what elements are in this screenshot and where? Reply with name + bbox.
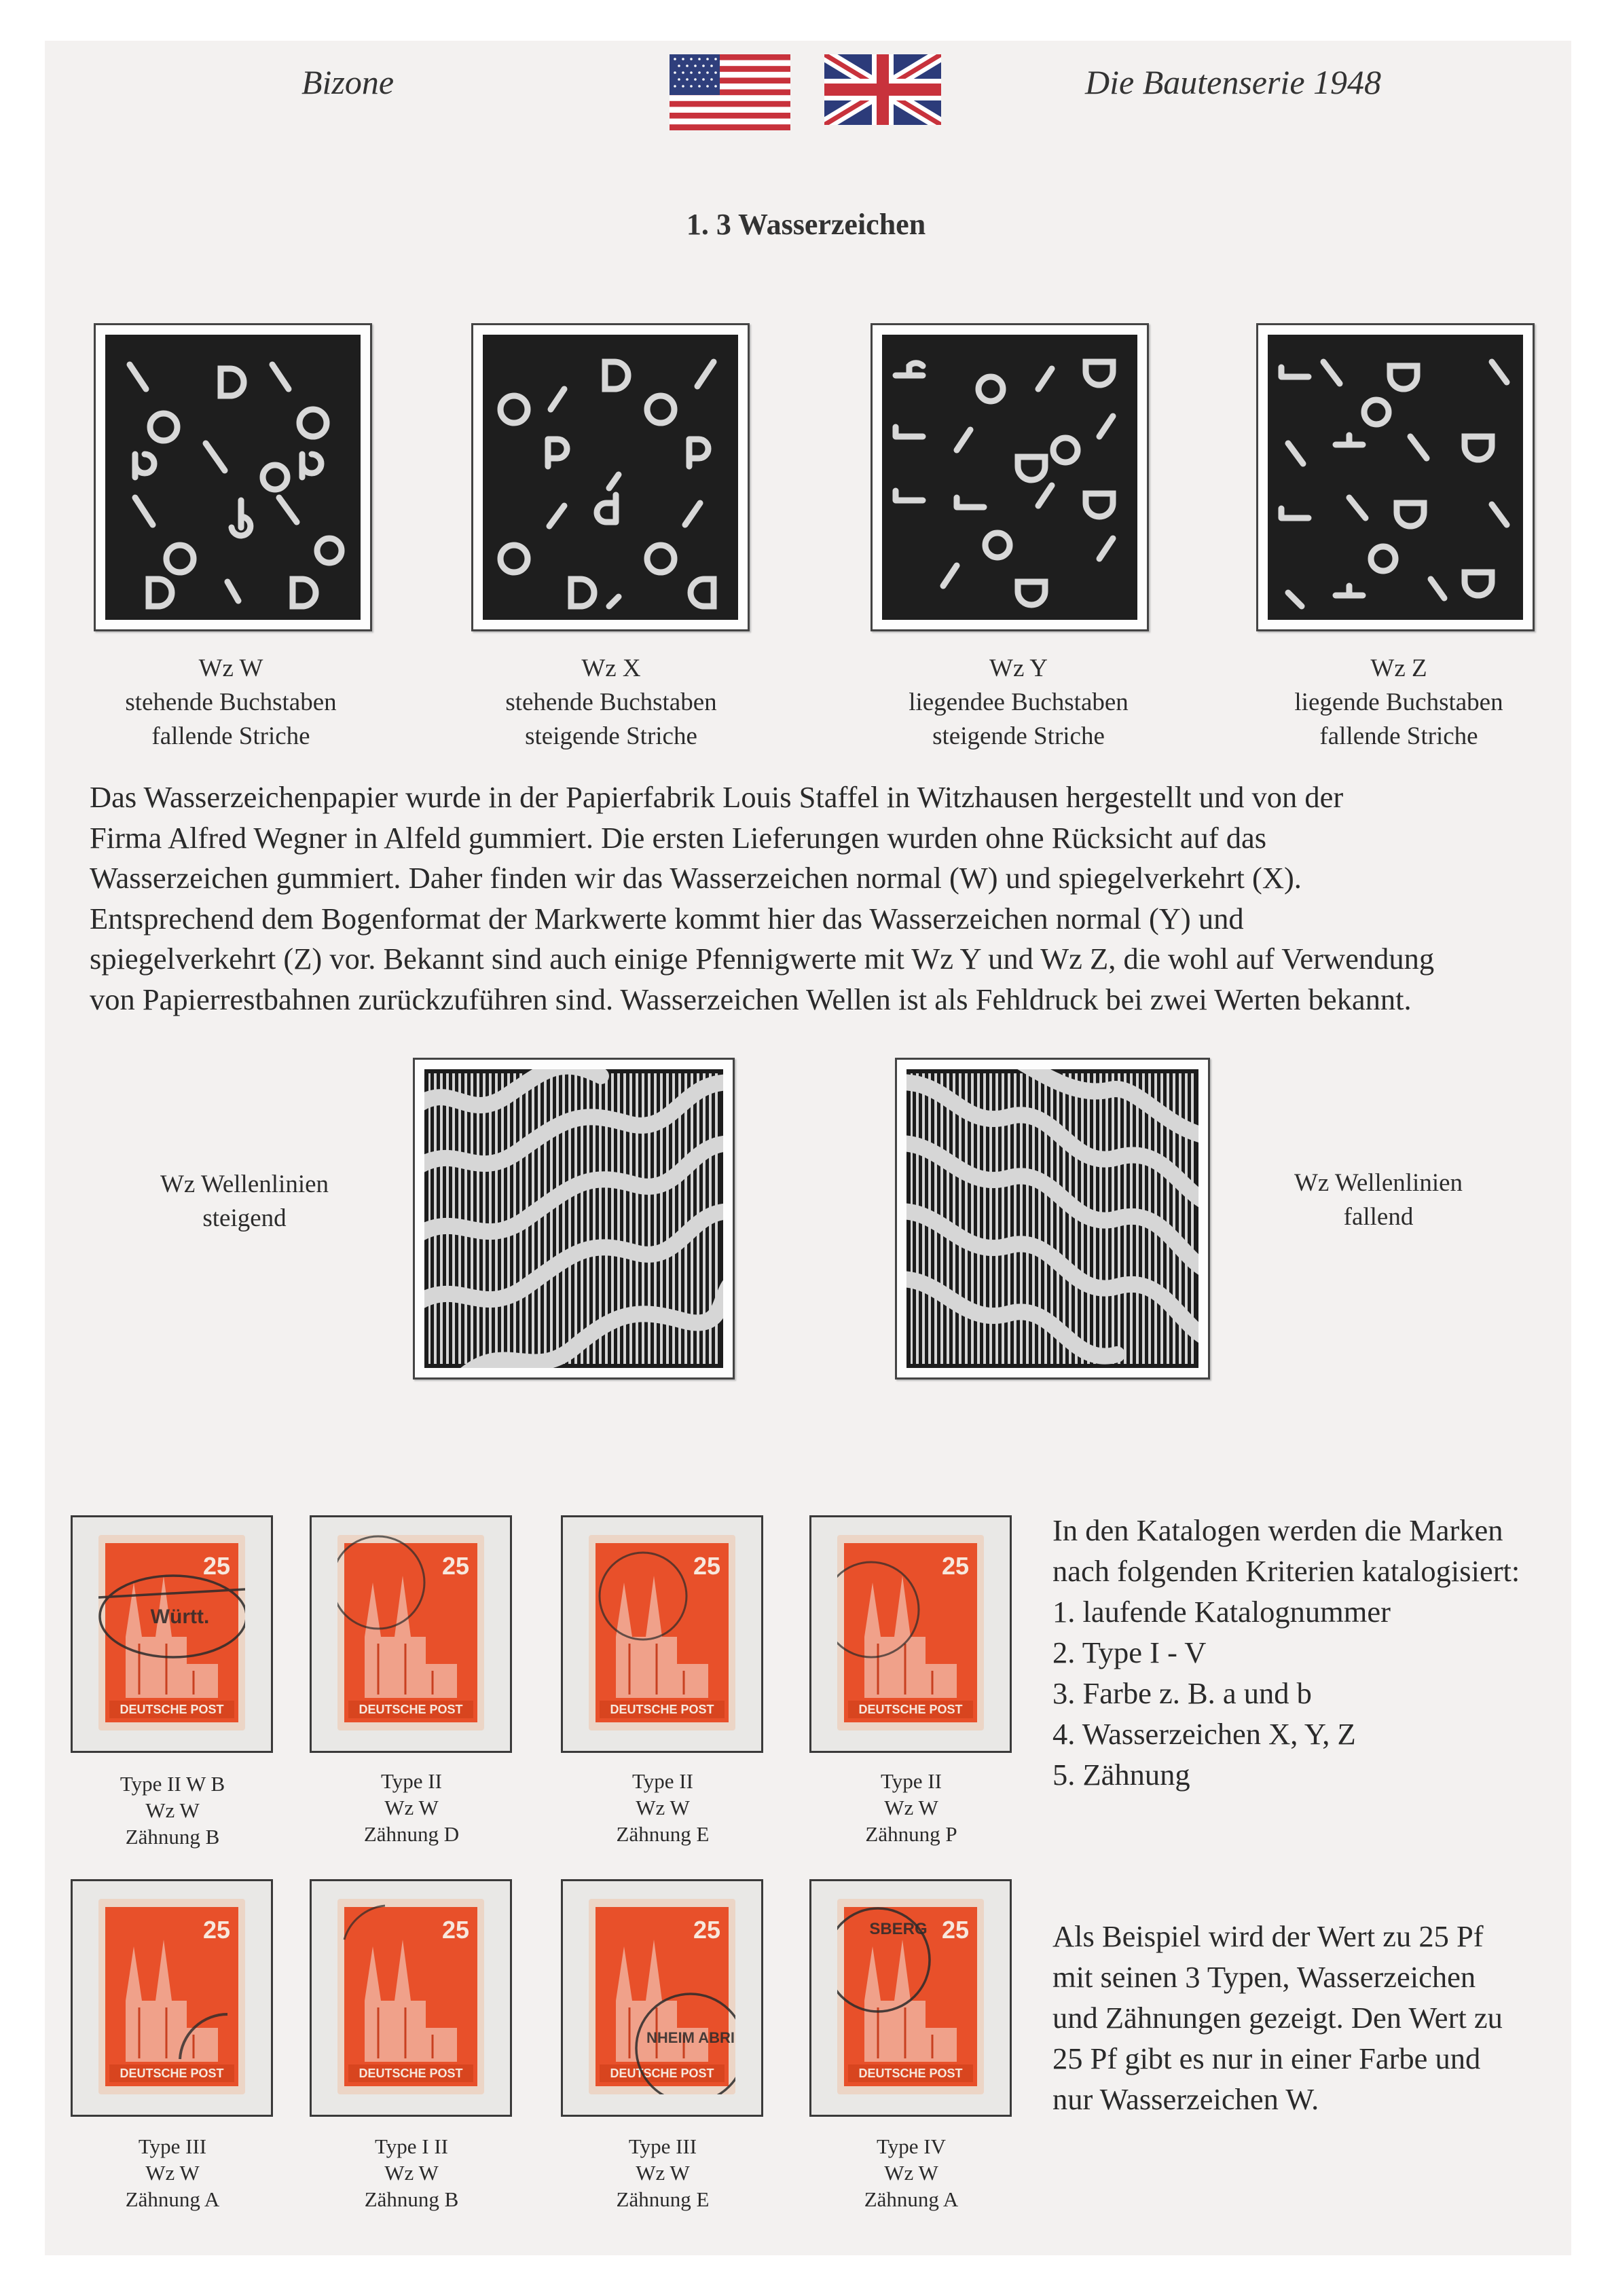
stamp-perf: Zähnung B: [125, 1825, 220, 1849]
stamp-label: DEUTSCHE POST: [359, 2067, 463, 2080]
paragraph-line: Entsprechend dem Bogenformat der Markwerte kommt hier das Wasserzeichen normal (Y) und: [90, 901, 1244, 936]
note-line: 1. laufende Katalognummer: [1052, 1595, 1391, 1629]
stamp-1-caption: [71, 1771, 274, 1850]
stamp-wz: Wz W: [636, 1796, 690, 1819]
watermark-x-image: [471, 323, 750, 631]
stamp-type: Type IV: [877, 2134, 946, 2158]
wave-caption-line1: Wz Wellenlinien: [1294, 1169, 1463, 1197]
paragraph-line: Firma Alfred Wegner in Alfeld gummiert. Die ersten Lieferungen wurden ohne Rücksicht auf das: [90, 820, 1267, 855]
watermark-name: Wz Y: [989, 654, 1048, 682]
stamp-label: DEUTSCHE POST: [120, 1703, 224, 1716]
watermark-line2: fallende Striche: [1319, 722, 1478, 750]
watermark-z-pattern: [1268, 335, 1523, 620]
stamp-1: [71, 1515, 273, 1753]
stamp-3: [561, 1515, 763, 1753]
example-note: [1052, 1916, 1569, 2119]
note-line: 3. Farbe z. B. a und b: [1052, 1676, 1312, 1710]
stamp-5-caption: [71, 2133, 274, 2212]
wave-fallend-pattern: [906, 1069, 1198, 1368]
note-line: 25 Pf gibt es nur in einer Farbe und: [1052, 2041, 1481, 2075]
watermark-z-caption: [1263, 652, 1535, 754]
stamp-6: [310, 1879, 512, 2117]
stamp-2: [310, 1515, 512, 1753]
wave-caption-line1: Wz Wellenlinien: [160, 1170, 329, 1198]
note-line: und Zähnungen gezeigt. Den Wert zu: [1052, 2001, 1503, 2035]
stamp-value: 25: [202, 1916, 230, 1944]
stamp-label: DEUTSCHE POST: [359, 1703, 463, 1716]
stamp-type: Type II: [632, 1769, 693, 1793]
section-title: 1. 3 Wasserzeichen: [686, 208, 926, 241]
watermark-w-pattern: [105, 335, 361, 620]
description-paragraph: [90, 777, 1513, 1020]
stamp-label: DEUTSCHE POST: [610, 1703, 714, 1716]
note-line: 4. Wasserzeichen X, Y, Z: [1052, 1717, 1356, 1751]
cathedral-stamp-art: [837, 1899, 984, 2094]
stamp-type: Type III: [138, 2134, 207, 2158]
note-line: 2. Type I - V: [1052, 1635, 1207, 1669]
stamp-3-caption: [561, 1768, 765, 1847]
stamp-type: Type II: [881, 1769, 942, 1793]
note-line: nur Wasserzeichen W.: [1052, 2082, 1319, 2116]
note-line: nach folgenden Kriterien katalogisiert:: [1052, 1554, 1520, 1588]
stamp-type: Type III: [628, 2134, 697, 2158]
note-line: In den Katalogen werden die Marken: [1052, 1513, 1503, 1547]
stamp-value: 25: [693, 1552, 720, 1580]
watermark-w-caption: [95, 652, 367, 754]
wave-caption-line2: fallend: [1343, 1203, 1414, 1231]
paragraph-line: von Papierrestbahnen zurückzuführen sind. Wasserzeichen Wellen ist als Fehldruck bei zwei Werten bekannt.: [90, 982, 1412, 1016]
watermark-y-image: [871, 323, 1149, 631]
stamp-2-caption: [310, 1768, 513, 1847]
note-line: Als Beispiel wird der Wert zu 25 Pf: [1052, 1919, 1484, 1953]
stamp-type: Type II: [381, 1769, 442, 1793]
stamp-type: Type I II: [374, 2134, 448, 2158]
stamp-7: [561, 1879, 763, 2117]
watermark-line1: stehende Buchstaben: [505, 688, 717, 716]
stamp-face: [837, 1535, 984, 1730]
stamp-wz: Wz W: [145, 1798, 200, 1822]
uk-flag: [824, 54, 941, 125]
postmark-text: NHEIM ABRI: [646, 2029, 735, 2046]
stamp-4: [809, 1515, 1012, 1753]
stamp-wz: Wz W: [384, 2161, 439, 2185]
watermark-line1: liegende Buchstaben: [1294, 688, 1503, 716]
stamp-wz: Wz W: [384, 1796, 439, 1819]
wave-steigend-pattern: [424, 1069, 723, 1368]
stamp-7-caption: [561, 2133, 765, 2212]
cathedral-stamp-art: [337, 1899, 484, 2094]
header-right: Die Bautenserie 1948: [1085, 63, 1382, 101]
stamp-label: DEUTSCHE POST: [610, 2067, 714, 2080]
stamp-face: [337, 1899, 484, 2094]
watermark-line1: liegendee Buchstaben: [909, 688, 1129, 716]
paragraph-line: spiegelverkehrt (Z) vor. Bekannt sind auch einige Pfennigwerte mit Wz Y und Wz Z, die wohl auf Verwendung: [90, 942, 1435, 976]
stamp-8-caption: [809, 2133, 1013, 2212]
paragraph-line: Wasserzeichen gummiert. Daher finden wir das Wasserzeichen normal (W) und spiegelverkehrt (X).: [90, 861, 1302, 895]
stamp-face: [589, 1899, 735, 2094]
stamp-perf: Zähnung D: [363, 1822, 460, 1846]
watermark-line1: stehende Buchstaben: [125, 688, 337, 716]
stamp-perf: Zähnung P: [865, 1822, 957, 1846]
wave-caption-line2: steigend: [202, 1204, 287, 1232]
postmark-text: SBERG: [869, 1920, 928, 1938]
stamp-value: 25: [941, 1552, 969, 1580]
header-left: Bizone: [301, 63, 395, 101]
cathedral-stamp-art: [98, 1899, 245, 2094]
watermark-x-pattern: [483, 335, 738, 620]
stamp-perf: Zähnung B: [364, 2187, 459, 2211]
stamp-4-caption: [809, 1768, 1013, 1847]
wave-steigend-caption: [122, 1168, 367, 1236]
cathedral-stamp-art: [98, 1535, 245, 1730]
stamp-wz: Wz W: [636, 2161, 690, 2185]
stamp-value: 25: [202, 1552, 230, 1580]
stamp-label: DEUTSCHE POST: [858, 2067, 963, 2080]
stamp-wz: Wz W: [145, 2161, 200, 2185]
usa-flag: [670, 54, 790, 130]
wave-steigend-image: [413, 1058, 735, 1380]
cathedral-stamp-art: [589, 1899, 735, 2094]
watermark-name: Wz Z: [1370, 654, 1427, 682]
note-line: mit seinen 3 Typen, Wasserzeichen: [1052, 1960, 1476, 1994]
stamp-wz: Wz W: [884, 1796, 938, 1819]
watermark-x-caption: [475, 652, 747, 754]
stamp-type: Type II W B: [120, 1772, 225, 1796]
note-line: 5. Zähnung: [1052, 1758, 1190, 1792]
paragraph-line: Das Wasserzeichenpapier wurde in der Papierfabrik Louis Staffel in Witzhausen hergestellt und von der: [90, 780, 1344, 814]
stamp-6-caption: [310, 2133, 513, 2212]
stamp-perf: Zähnung A: [125, 2187, 220, 2211]
stamp-8: [809, 1879, 1012, 2117]
stamp-value: 25: [441, 1916, 469, 1944]
stamp-value: 25: [693, 1916, 720, 1944]
cathedral-stamp-art: [589, 1535, 735, 1730]
watermark-w-image: [94, 323, 372, 631]
watermark-name: Wz W: [198, 654, 263, 682]
watermark-line2: steigende Striche: [525, 722, 697, 750]
cathedral-stamp-art: [837, 1535, 984, 1730]
wave-fallend-caption: [1256, 1166, 1501, 1234]
stamp-perf: Zähnung E: [616, 1822, 710, 1846]
stamp-face: [837, 1899, 984, 2094]
stamp-perf: Zähnung E: [616, 2187, 710, 2211]
stamp-face: [589, 1535, 735, 1730]
catalog-criteria-note: [1052, 1510, 1569, 1795]
postmark-text: Württ.: [150, 1606, 210, 1628]
watermark-name: Wz X: [581, 654, 641, 682]
stamp-face: [337, 1535, 484, 1730]
watermark-y-caption: [883, 652, 1154, 754]
stamp-face: [98, 1899, 245, 2094]
watermark-line2: fallende Striche: [151, 722, 310, 750]
stamp-wz: Wz W: [884, 2161, 938, 2185]
watermark-y-pattern: [882, 335, 1137, 620]
stamp-face: [98, 1535, 245, 1730]
stamp-label: DEUTSCHE POST: [858, 1703, 963, 1716]
cathedral-stamp-art: [337, 1535, 484, 1730]
stamp-label: DEUTSCHE POST: [120, 2067, 224, 2080]
stamp-value: 25: [441, 1552, 469, 1580]
wave-fallend-image: [895, 1058, 1210, 1380]
watermark-z-image: [1256, 323, 1535, 631]
stamp-value: 25: [941, 1916, 969, 1944]
watermark-line2: steigende Striche: [932, 722, 1105, 750]
stamp-perf: Zähnung A: [864, 2187, 959, 2211]
stamp-5: [71, 1879, 273, 2117]
